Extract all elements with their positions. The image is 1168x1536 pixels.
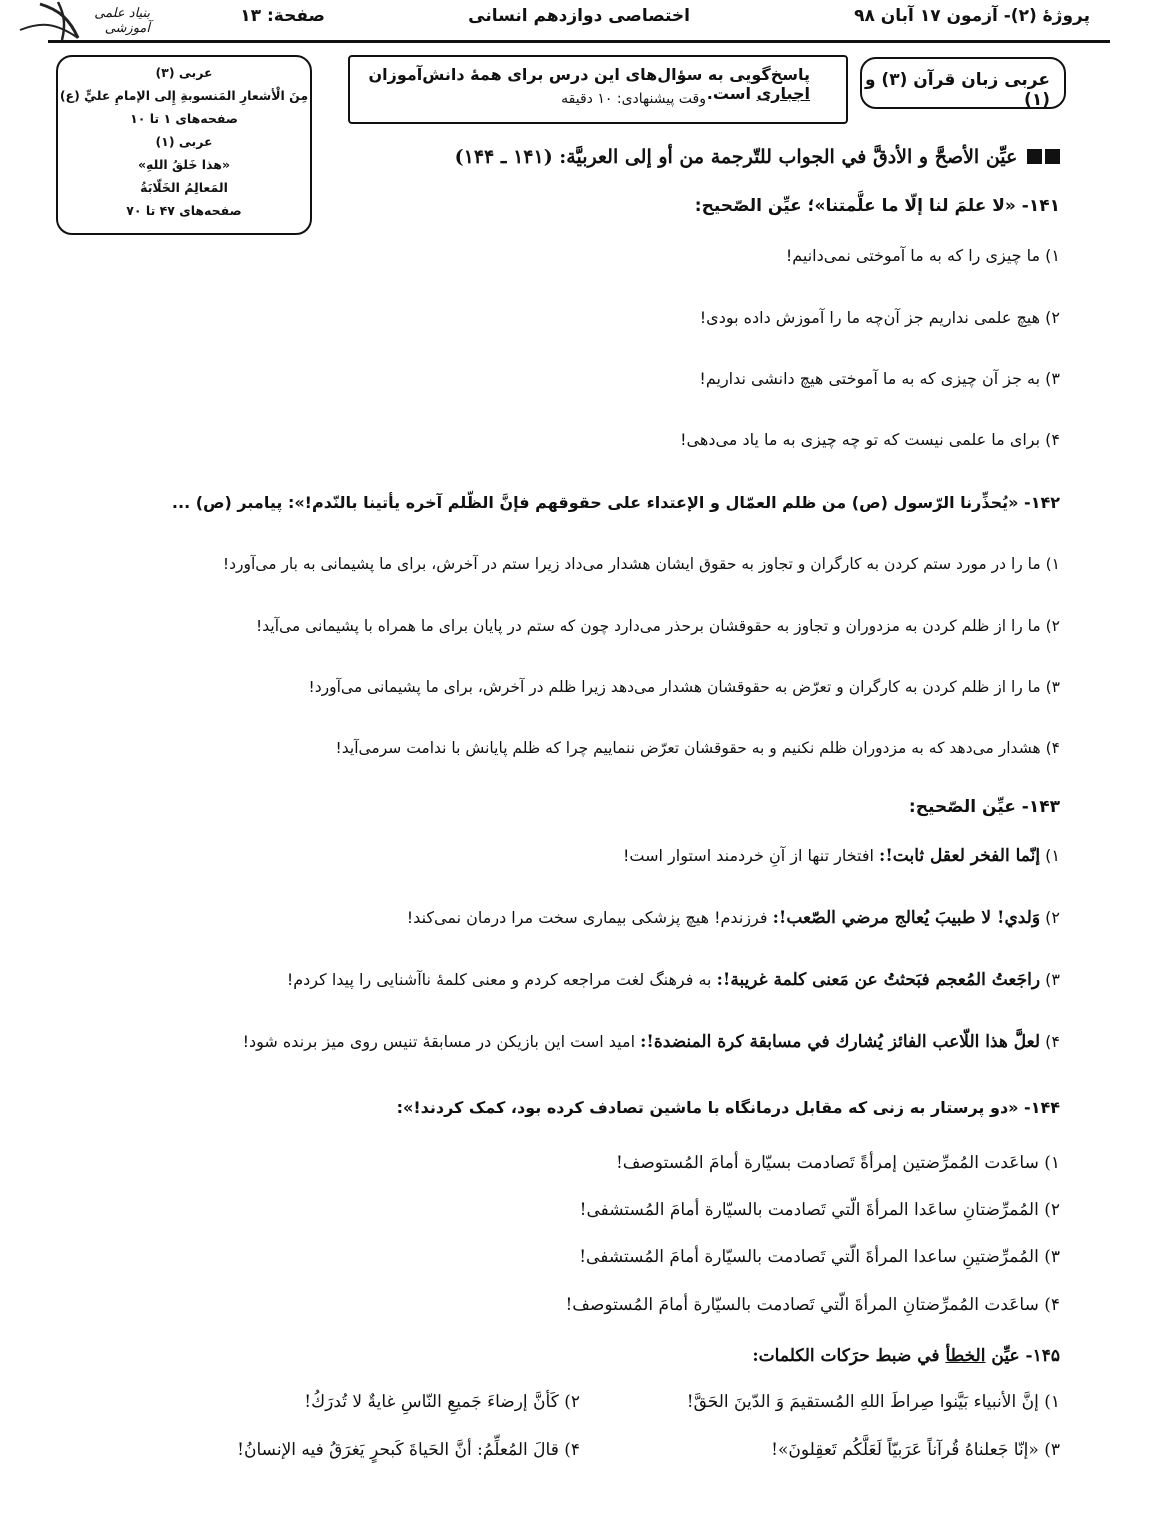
option-translation: افتخار تنها از آنِ خردمند استوار است! (622, 846, 874, 865)
q145-stem-start: ۱۴۵- عيِّن (991, 1346, 1060, 1366)
notice-mandatory: اجباری (756, 84, 810, 103)
question-143-stem: ۱۴۳- عيِّن الصّحيح: (908, 797, 1060, 817)
q144-option-1[interactable]: ۱) ساعَدت المُمرِّضتين إمرأةً تَصادمت بسيّارة أمامَ المُستوصف! (615, 1153, 1060, 1173)
section-title-text: عيِّن الأصحَّ و الأدقَّ في الجواب للتّرجمة من أو إلى العربيَّة: (۱۴۱ ـ ۱۴۴) (454, 146, 1018, 168)
option-translation: به فرهنگ لغت مراجعه کردم و معنی کلمهٔ ناآشنایی را پیدا کردم! (286, 970, 712, 989)
q144-option-3[interactable]: ۳) المُمرِّضتينِ ساعدا المرأةَ الّتي تَصادمت بالسيّارة أمامَ المُستشفى! (579, 1247, 1060, 1267)
ref-line: عربی (۱) (155, 134, 213, 149)
q143-option-3[interactable] (287, 970, 1060, 990)
ref-line: مِنَ الْأشعارِ المَنسوبةِ إِلى الإمامِ عليٍّ (ع) (59, 88, 309, 103)
subject-title: عربی زبان قرآن (۳) و (۱) (864, 70, 1050, 110)
q141-option-1[interactable]: ۱) ما چیزی را که به ما آموختی نمی‌دانیم! (785, 246, 1060, 265)
q145-option-3[interactable]: ۳) «إنّا جَعلناهُ قُرآناً عَرَبيّاً لَعَلَّكُم تَعقِلونَ»! (771, 1440, 1060, 1460)
option-arabic: راجَعتُ المُعجم فبَحثتُ عن مَعنى كلمة غريبة!: (716, 970, 1041, 990)
q143-option-4[interactable] (243, 1032, 1060, 1052)
q144-option-4[interactable]: ۴) ساعَدت المُمرِّضتانِ المرأةَ الّتي تَصادمت بالسيّارة أمامَ المُستوصف! (565, 1295, 1060, 1315)
ref-line: صفحه‌های ۴۷ تا ۷۰ (126, 203, 242, 218)
option-number: ۳) (1045, 970, 1060, 989)
q141-option-2[interactable]: ۲) هیچ علمی نداریم جز آن‌چه ما را آموزش داده بودی! (699, 308, 1060, 327)
q145-option-4[interactable]: ۴) قالَ المُعلِّمُ: أنَّ الحَياةَ كَبحرٍ يَغرَقُ فيه الإنسانُ! (237, 1440, 580, 1460)
section-title (455, 146, 1060, 168)
q145-option-1[interactable]: ۱) إنَّ الأنبياء بَيَّنوا صِراطَ اللهِ المُستقيمَ وَ الدّينَ الحَقَّ! (686, 1392, 1060, 1412)
notice-suggested-time: وقت پیشنهادی: ۱۰ دقیقه (561, 91, 706, 107)
ref-line: عربی (۳) (155, 65, 213, 80)
q142-option-3[interactable]: ۳) ما را از ظلم کردن به کارگران و تعرّض به حقوقشان هشدار می‌دهد زیرا ظلم در آخرش، برای ما پشیمانی می‌آورد! (308, 678, 1060, 696)
header-track: اختصاصی دوازدهم انسانی (468, 6, 690, 26)
question-142-stem: ۱۴۲- «يُحذِّرنا الرّسول (ص) من ظلم العمّال و الإعتداء على حقوقهم فإنَّ الظّلم آخره يأتينا بالنّدم!»: پيامبر (ص) ... (171, 493, 1060, 512)
question-144-stem: ۱۴۴- «دو پرستار به زنی که مقابل درمانگاه با ماشین تصادف کرده بود، کمک کردند!»: (396, 1098, 1060, 1117)
q145-stem-end: في ضبط حرَكات الكلمات: (752, 1346, 940, 1366)
question-145-stem (752, 1346, 1060, 1366)
option-arabic: إنّما الفخر لعقل ثابت!: (879, 846, 1041, 866)
q143-option-2[interactable] (407, 908, 1060, 928)
ref-line: «هذا خَلقُ اللهِ» (137, 157, 231, 172)
q144-option-2[interactable]: ۲) المُمرِّضتانِ ساعَدا المرأةَ الّتي تَصادمت بالسيّارة أمامَ المُستشفى! (579, 1200, 1060, 1220)
option-arabic: وَلدي! لا طبيبَ يُعالج مرضي الصّعب!: (772, 908, 1041, 928)
q142-option-1[interactable]: ۱) ما را در مورد ستم کردن به کارگران و تجاوز به حقوق ایشان هشدار می‌داد زیرا ستم در آخرش، برای ما پشیمانی به بار می‌آورد! (222, 555, 1060, 573)
ref-line: صفحه‌های ۱ تا ۱۰ (130, 111, 238, 126)
q143-option-1[interactable] (623, 846, 1060, 866)
q145-option-2[interactable]: ۲) كَأنَّ إرضاءَ جَميعِ النّاسِ غايةٌ لا تُدرَكُ! (304, 1392, 580, 1412)
notice-end: است. (706, 84, 751, 103)
option-number: ۱) (1045, 846, 1060, 865)
q141-option-4[interactable]: ۴) برای ما علمی نیست که تو چه چیزی به ما یاد می‌دهی! (680, 430, 1060, 449)
logo-text: بنیاد علمی آموزشی (94, 6, 150, 36)
option-translation: فرزندم! هیچ پزشکی بیماری سخت مرا درمان نمی‌کند! (406, 908, 768, 927)
option-number: ۴) (1045, 1032, 1060, 1051)
page-header (60, 6, 1090, 36)
notice-text: پاسخ‌گویی به سؤال‌های این درس برای همهٔ دانش‌آموزان (368, 65, 810, 84)
reference-box (56, 55, 312, 235)
q145-stem-error: الخطأ (945, 1346, 986, 1366)
option-translation: امید است این بازیکن در مسابقهٔ تنیس روی میز برنده شود! (242, 1032, 636, 1051)
option-number: ۲) (1045, 908, 1060, 927)
bullet-square-icon (1045, 149, 1060, 164)
notice-box (348, 55, 848, 124)
header-page-number: صفحة: ۱۳ (240, 6, 325, 26)
subject-box (860, 57, 1066, 109)
ref-line: المَعالِمُ الخَلّابَةُ (140, 180, 228, 195)
option-arabic: لعلَّ هذا اللّاعب الفائز يُشارك في مسابقة كرة المنضدة!: (640, 1032, 1041, 1052)
question-141-stem: ۱۴۱- «لا علمَ لنا إلّا ما علَّمتنا»؛ عيِّن الصّحيح: (694, 196, 1060, 216)
header-exam-title: پروژۀ (۲)- آزمون ۱۷ آبان ۹۸ (854, 6, 1090, 26)
header-divider (48, 40, 1110, 43)
q141-option-3[interactable]: ۳) به جز آن چیزی که به ما آموختی هیچ دانشی نداریم! (699, 369, 1060, 388)
q142-option-4[interactable]: ۴) هشدار می‌دهد که به مزدوران ظلم نکنیم و به حقوقشان تعرّض ننماییم چرا که ظلم پایانش با ندامت سرمی‌آید! (335, 739, 1060, 757)
bullet-square-icon (1027, 149, 1042, 164)
q142-option-2[interactable]: ۲) ما را از ظلم کردن به مزدوران و تجاوز به حقوقشان برحذر می‌دارد چون که ستم در پایان برای ما همراه با پشیمانی می‌آید! (256, 617, 1060, 635)
